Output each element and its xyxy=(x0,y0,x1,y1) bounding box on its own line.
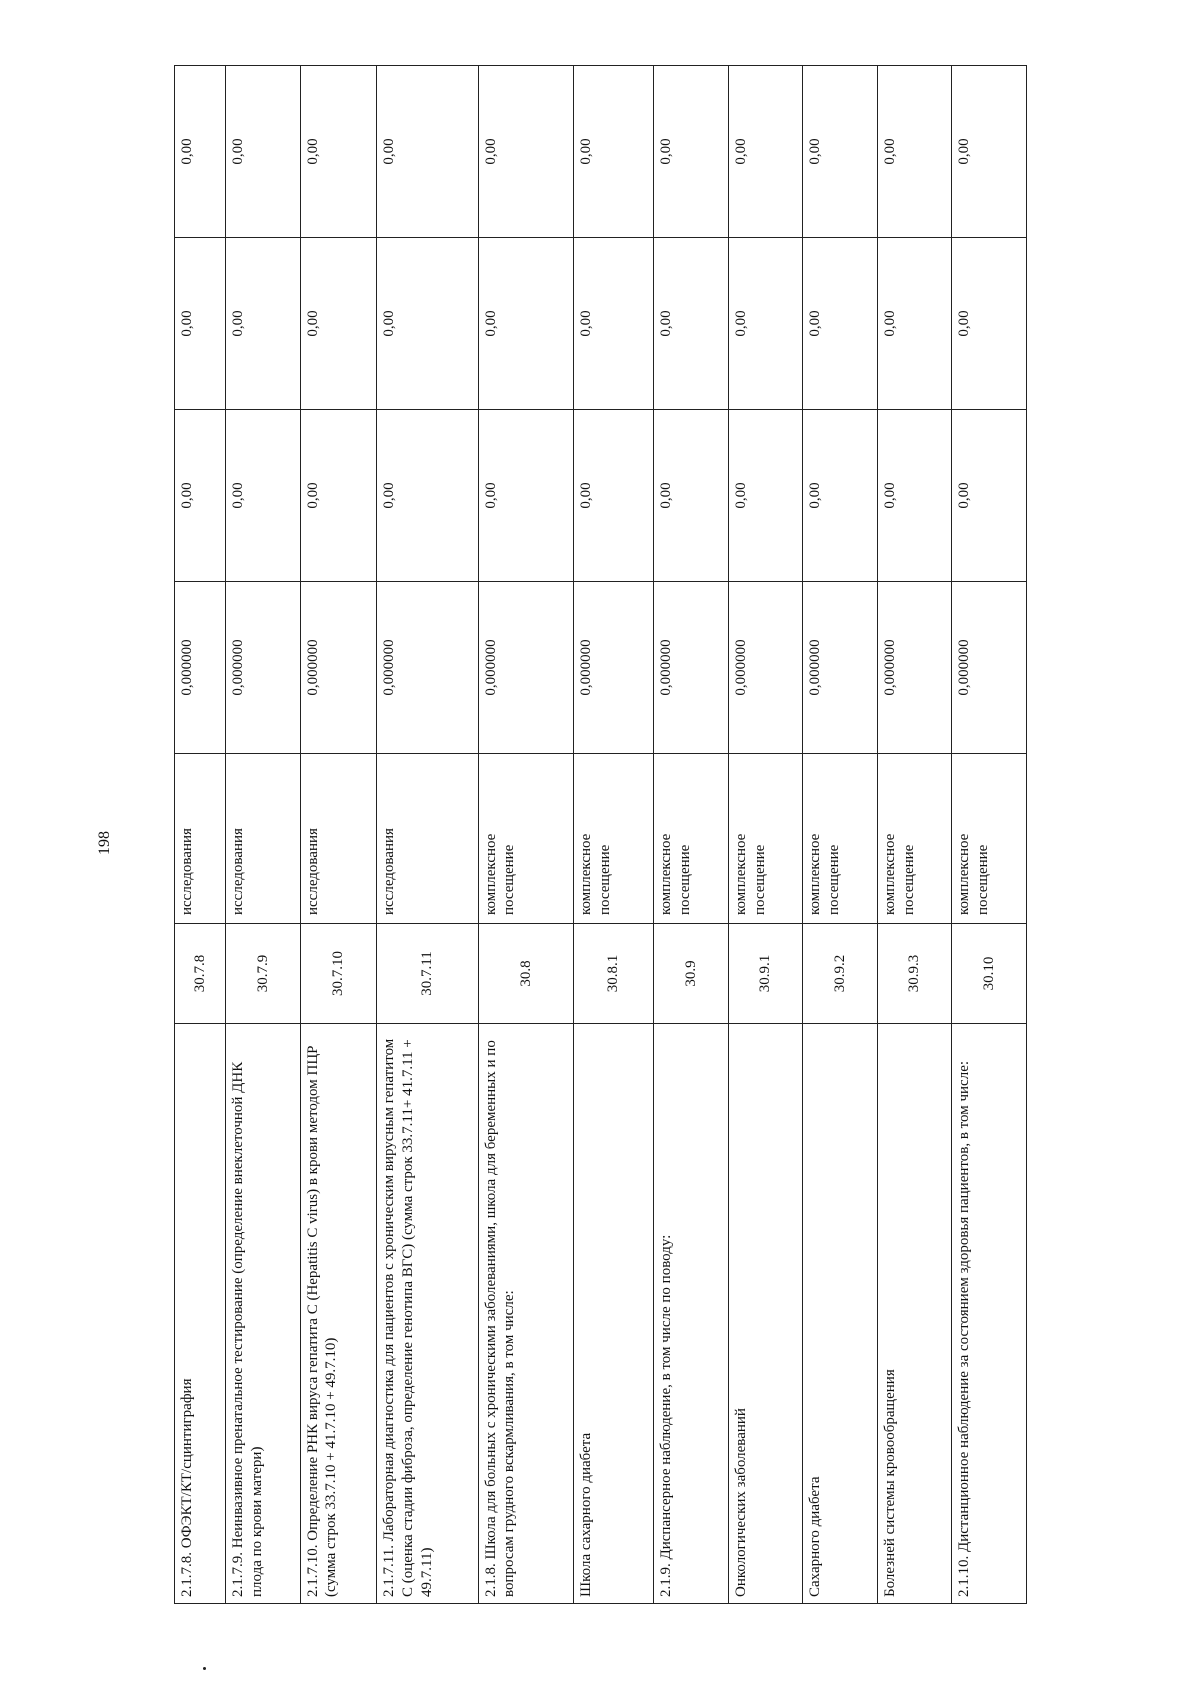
row-value-4-cell: 0,00 xyxy=(574,66,654,238)
row-unit-cell: исследования xyxy=(300,754,377,924)
row-code-cell: 30.7.11 xyxy=(377,924,478,1024)
row-value-4-cell: 0,00 xyxy=(654,66,729,238)
row-name-cell: Болезней системы кровообращения xyxy=(877,1024,952,1604)
row-value-1-cell: 0,000000 xyxy=(728,582,803,754)
row-unit-cell: комплексное посещение xyxy=(803,754,878,924)
row-value-4-cell: 0,00 xyxy=(478,66,574,238)
row-name-cell: Онкологических заболеваний xyxy=(728,1024,803,1604)
row-unit-cell: комплексное посещение xyxy=(952,754,1027,924)
table-row xyxy=(478,66,574,1604)
row-name-cell: 2.1.7.10. Определение РНК вируса гепатита С (Hepatitis C virus) в крови методом ПЦР (сумма строк 33.7.10 + 41.7.10 + 49.7.10) xyxy=(300,1024,377,1604)
row-name-cell: 2.1.9. Диспансерное наблюдение, в том числе по поводу: xyxy=(654,1024,729,1604)
row-name-cell: Сахарного диабета xyxy=(803,1024,878,1604)
row-code-cell: 30.7.10 xyxy=(300,924,377,1024)
data-table xyxy=(174,65,1027,1604)
row-value-2-cell: 0,00 xyxy=(728,410,803,582)
row-value-2-cell: 0,00 xyxy=(478,410,574,582)
row-unit-cell: комплексное посещение xyxy=(877,754,952,924)
row-value-4-cell: 0,00 xyxy=(952,66,1027,238)
row-value-2-cell: 0,00 xyxy=(377,410,478,582)
row-value-4-cell: 0,00 xyxy=(226,66,301,238)
row-unit-cell: исследования xyxy=(226,754,301,924)
row-value-2-cell: 0,00 xyxy=(654,410,729,582)
row-value-1-cell: 0,000000 xyxy=(877,582,952,754)
row-name-cell: Школа сахарного диабета xyxy=(574,1024,654,1604)
row-code-cell: 30.8 xyxy=(478,924,574,1024)
row-value-2-cell: 0,00 xyxy=(952,410,1027,582)
row-code-cell: 30.10 xyxy=(952,924,1027,1024)
row-code-cell: 30.9.2 xyxy=(803,924,878,1024)
row-value-4-cell: 0,00 xyxy=(877,66,952,238)
row-value-3-cell: 0,00 xyxy=(952,238,1027,410)
row-value-2-cell: 0,00 xyxy=(226,410,301,582)
table-row xyxy=(803,66,878,1604)
table-row xyxy=(654,66,729,1604)
row-value-3-cell: 0,00 xyxy=(226,238,301,410)
row-code-cell: 30.9.1 xyxy=(728,924,803,1024)
table-row xyxy=(952,66,1027,1604)
table-row xyxy=(728,66,803,1604)
row-value-2-cell: 0,00 xyxy=(300,410,377,582)
row-name-cell: 2.1.7.11. Лабораторная диагностика для пациентов с хроническим вирусным гепатитом С (оценка стадии фиброза, определение генотипа ВГС) (сумма строк 33.7.11+ 41.7.11 + 49.7.11) xyxy=(377,1024,478,1604)
row-value-1-cell: 0,000000 xyxy=(803,582,878,754)
table-row xyxy=(877,66,952,1604)
row-name-cell: 2.1.7.9. Неинвазивное пренатальное тестирование (определение внеклеточной ДНК плода по крови матери) xyxy=(226,1024,301,1604)
row-value-4-cell: 0,00 xyxy=(377,66,478,238)
table-row xyxy=(226,66,301,1604)
row-value-2-cell: 0,00 xyxy=(574,410,654,582)
row-value-4-cell: 0,00 xyxy=(728,66,803,238)
row-value-1-cell: 0,000000 xyxy=(478,582,574,754)
row-value-4-cell: 0,00 xyxy=(175,66,226,238)
row-unit-cell: комплексное посещение xyxy=(728,754,803,924)
page-number: 198 xyxy=(96,831,113,855)
row-value-3-cell: 0,00 xyxy=(175,238,226,410)
row-code-cell: 30.7.8 xyxy=(175,924,226,1024)
margin-dot xyxy=(203,1667,206,1670)
table-row xyxy=(574,66,654,1604)
row-value-3-cell: 0,00 xyxy=(300,238,377,410)
row-name-cell: 2.1.8. Школа для больных с хроническими заболеваниями, школа для беременных и по вопросам грудного вскармливания, в том числе: xyxy=(478,1024,574,1604)
row-value-2-cell: 0,00 xyxy=(803,410,878,582)
table-row xyxy=(377,66,478,1604)
row-unit-cell: комплексное посещение xyxy=(478,754,574,924)
row-code-cell: 30.9 xyxy=(654,924,729,1024)
row-value-4-cell: 0,00 xyxy=(803,66,878,238)
row-value-1-cell: 0,000000 xyxy=(300,582,377,754)
row-value-3-cell: 0,00 xyxy=(654,238,729,410)
row-value-1-cell: 0,000000 xyxy=(377,582,478,754)
row-value-3-cell: 0,00 xyxy=(478,238,574,410)
row-value-3-cell: 0,00 xyxy=(574,238,654,410)
row-value-2-cell: 0,00 xyxy=(175,410,226,582)
row-unit-cell: комплексное посещение xyxy=(574,754,654,924)
row-value-1-cell: 0,000000 xyxy=(574,582,654,754)
row-value-2-cell: 0,00 xyxy=(877,410,952,582)
row-code-cell: 30.7.9 xyxy=(226,924,301,1024)
row-name-cell: 2.1.7.8. ОФЭКТ/КТ/сцинтиграфия xyxy=(175,1024,226,1604)
row-unit-cell: исследования xyxy=(377,754,478,924)
row-value-1-cell: 0,000000 xyxy=(226,582,301,754)
row-value-3-cell: 0,00 xyxy=(377,238,478,410)
row-code-cell: 30.9.3 xyxy=(877,924,952,1024)
table-row xyxy=(300,66,377,1604)
row-value-1-cell: 0,000000 xyxy=(175,582,226,754)
row-value-3-cell: 0,00 xyxy=(877,238,952,410)
row-unit-cell: комплексное посещение xyxy=(654,754,729,924)
row-value-3-cell: 0,00 xyxy=(803,238,878,410)
row-unit-cell: исследования xyxy=(175,754,226,924)
row-value-1-cell: 0,000000 xyxy=(654,582,729,754)
row-code-cell: 30.8.1 xyxy=(574,924,654,1024)
row-name-cell: 2.1.10. Дистанционное наблюдение за состоянием здоровья пациентов, в том числе: xyxy=(952,1024,1027,1604)
row-value-3-cell: 0,00 xyxy=(728,238,803,410)
table-row xyxy=(175,66,226,1604)
row-value-4-cell: 0,00 xyxy=(300,66,377,238)
row-value-1-cell: 0,000000 xyxy=(952,582,1027,754)
rotated-table-container xyxy=(174,66,1027,1604)
